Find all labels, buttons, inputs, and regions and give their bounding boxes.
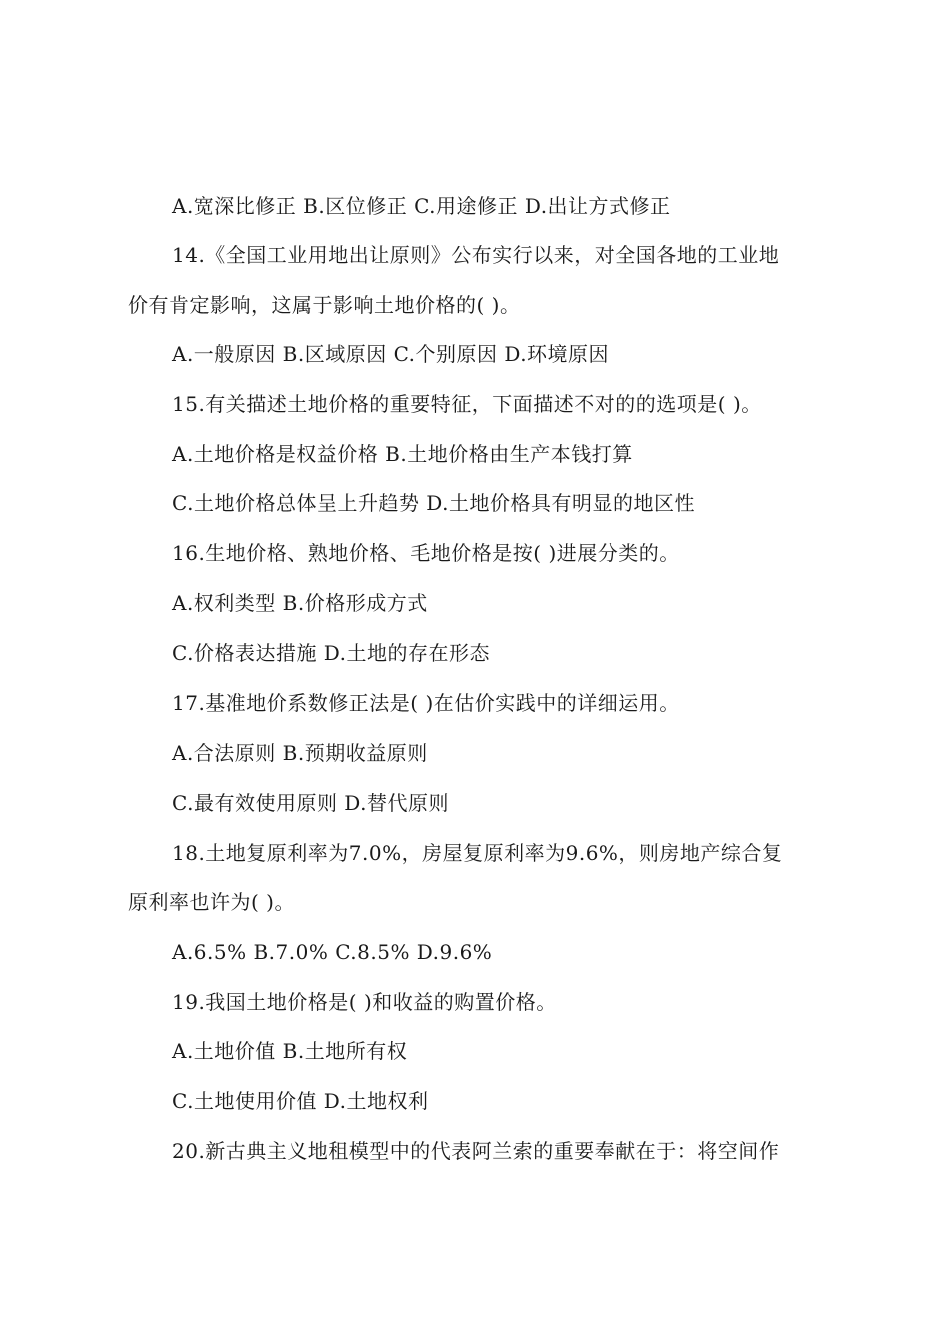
q14-stem-line1: 14.《全国工业用地出让原则》公布实行以来，对全国各地的工业地: [172, 243, 780, 267]
q16-stem: 16.生地价格、熟地价格、毛地价格是按( )进展分类的。: [172, 541, 680, 565]
q15-stem: 15.有关描述土地价格的重要特征，下面描述不对的的选项是( )。: [172, 392, 762, 416]
q14-stem-line2: 价有肯定影响，这属于影响土地价格的( )。: [128, 293, 521, 317]
q18-stem-line1: 18.土地复原利率为7.0%，房屋复原利率为9.6%，则房地产综合复: [172, 841, 783, 865]
q20-stem-line1: 20.新古典主义地租模型中的代表阿兰索的重要奉献在于：将空间作: [172, 1139, 780, 1163]
q18-options: A.6.5% B.7.0% C.8.5% D.9.6%: [172, 940, 493, 964]
q17-options-cd: C.最有效使用原则 D.替代原则: [172, 791, 449, 815]
q19-stem: 19.我国土地价格是( )和收益的购置价格。: [172, 990, 557, 1014]
q16-options-ab: A.权利类型 B.价格形成方式: [172, 591, 428, 615]
q17-options-ab: A.合法原则 B.预期收益原则: [172, 741, 428, 765]
q18-stem-line2: 原利率也许为( )。: [128, 890, 295, 914]
q15-options-cd: C.土地价格总体呈上升趋势 D.土地价格具有明显的地区性: [172, 491, 695, 515]
q14-options: A.一般原因 B.区域原因 C.个别原因 D.环境原因: [172, 342, 610, 366]
q19-options-cd: C.土地使用价值 D.土地权利: [172, 1089, 429, 1113]
q17-stem: 17.基准地价系数修正法是( )在估价实践中的详细运用。: [172, 691, 680, 715]
q16-options-cd: C.价格表达措施 D.土地的存在形态: [172, 641, 490, 665]
q13-options: A.宽深比修正 B.区位修正 C.用途修正 D.出让方式修正: [172, 194, 671, 218]
q19-options-ab: A.土地价值 B.土地所有权: [172, 1039, 408, 1063]
q15-options-ab: A.土地价格是权益价格 B.土地价格由生产本钱打算: [172, 442, 633, 466]
